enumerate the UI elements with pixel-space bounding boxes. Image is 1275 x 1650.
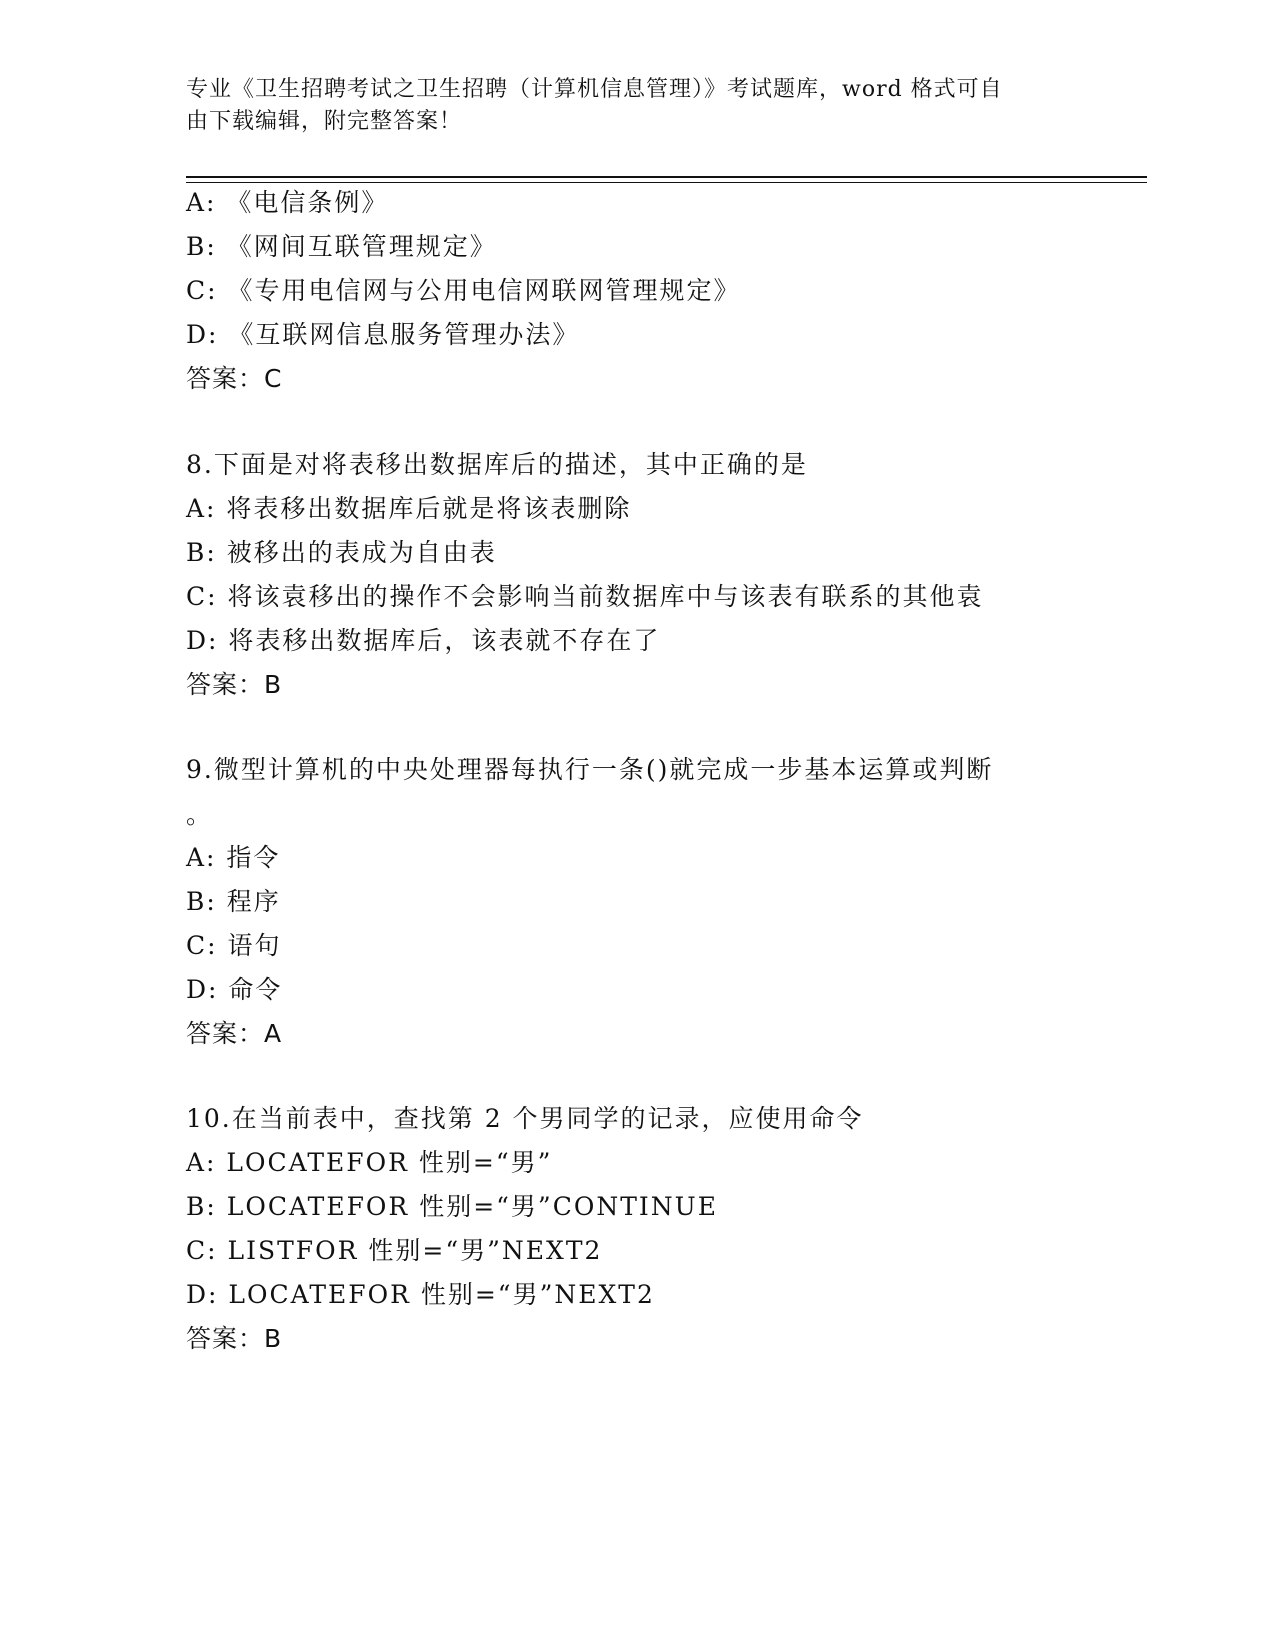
q10-option-a: A: LOCATEFOR 性别=“男” (186, 1148, 553, 1177)
q8-answer: 答案：B (186, 670, 283, 699)
q10-answer: 答案：B (186, 1324, 283, 1353)
q7-option-d: D: 《互联网信息服务管理办法》 (186, 320, 580, 349)
q9-option-a: A: 指令 (186, 843, 281, 872)
header-divider-thin (186, 182, 1147, 183)
q7-option-b: B: 《网间互联管理规定》 (186, 232, 497, 261)
q8-option-a: A: 将表移出数据库后就是将该表删除 (186, 494, 632, 523)
q9-answer: 答案：A (186, 1019, 283, 1048)
q7-option-c: C: 《专用电信网与公用电信网联网管理规定》 (186, 276, 741, 305)
q9-question-line-2: 。 (186, 800, 214, 829)
header-divider-thick (186, 176, 1147, 178)
q7-option-a: A: 《电信条例》 (186, 188, 389, 217)
header-line-1: 专业《卫生招聘考试之卫生招聘（计算机信息管理）》考试题库，word 格式可自 (186, 77, 1003, 102)
header-line-2: 由下载编辑，附完整答案！ (186, 109, 463, 134)
q9-question-line-1: 9.微型计算机的中央处理器每执行一条()就完成一步基本运算或判断 (186, 755, 994, 784)
q9-option-c: C: 语句 (186, 931, 282, 960)
q10-option-d: D: LOCATEFOR 性别=“男”NEXT2 (186, 1280, 655, 1309)
q10-option-c: C: LISTFOR 性别=“男”NEXT2 (186, 1236, 603, 1265)
q9-option-b: B: 程序 (186, 887, 281, 916)
q7-answer: 答案：C (186, 364, 283, 393)
q10-question: 10.在当前表中，查找第 2 个男同学的记录，应使用命令 (186, 1104, 864, 1133)
q8-question: 8.下面是对将表移出数据库后的描述，其中正确的是 (186, 450, 808, 479)
q8-option-c: C: 将该袁移出的操作不会影响当前数据库中与该表有联系的其他袁 (186, 582, 984, 611)
header-text (186, 74, 1066, 138)
q9-option-d: D: 命令 (186, 975, 283, 1004)
q8-option-b: B: 被移出的表成为自由表 (186, 538, 497, 567)
q10-option-b: B: LOCATEFOR 性别=“男”CONTINUE (186, 1192, 718, 1221)
q8-option-d: D: 将表移出数据库后，该表就不存在了 (186, 626, 661, 655)
